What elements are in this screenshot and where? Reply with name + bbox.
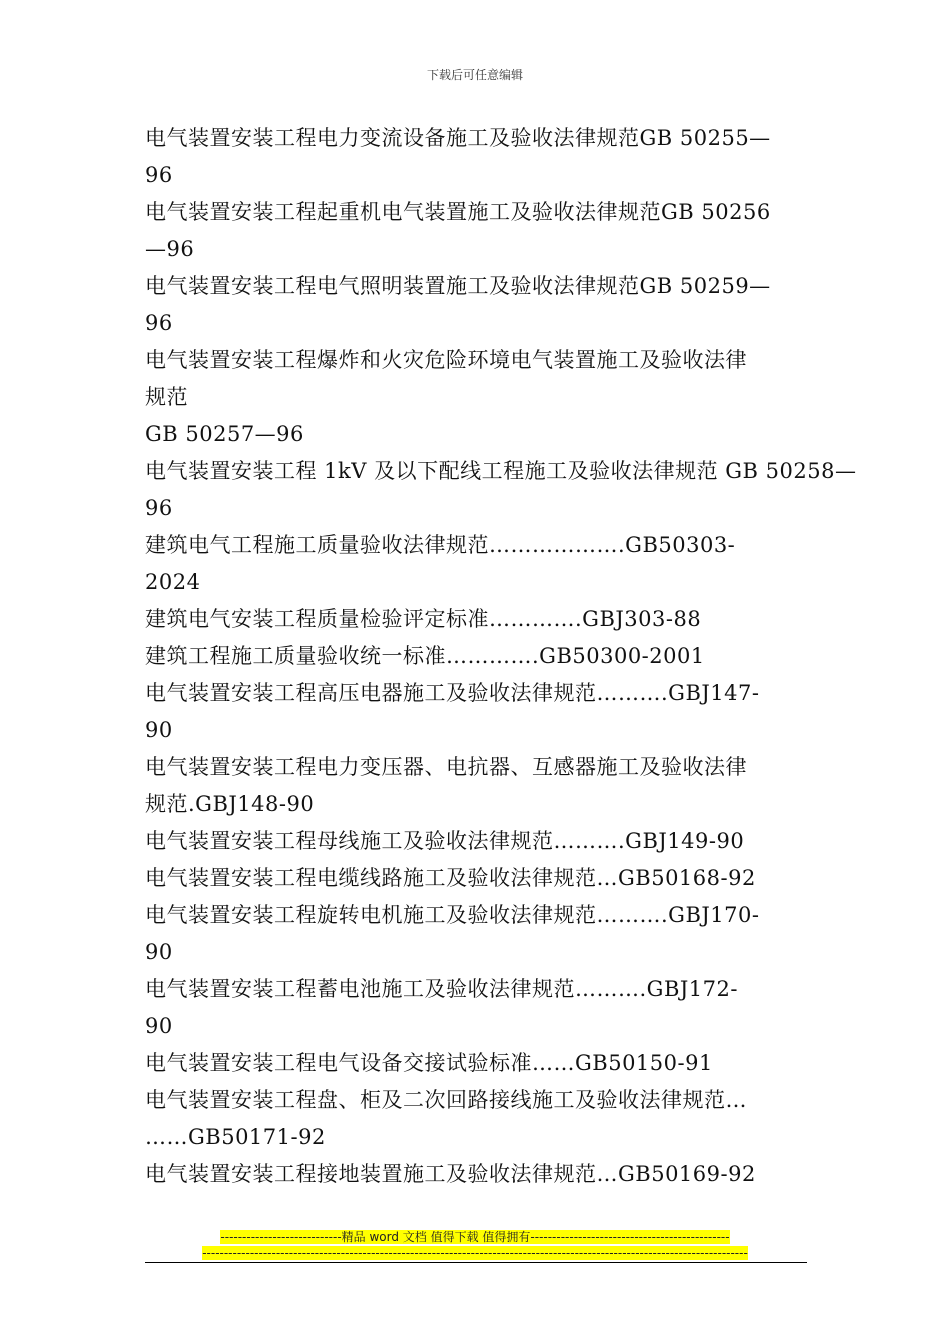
- document-line: 电气装置安装工程起重机电气装置施工及验收法律规范GB 50256: [145, 200, 771, 224]
- footer-banner-line-1: [0, 1229, 950, 1245]
- document-line: 电气装置安装工程爆炸和火灾危险环境电气装置施工及验收法律: [145, 348, 747, 372]
- document-line: 90: [145, 718, 173, 742]
- document-line: 电气装置安装工程 1kV 及以下配线工程施工及验收法律规范 GB 50258—: [145, 459, 857, 483]
- footer-rule: [145, 1262, 807, 1263]
- document-line: 电气装置安装工程盘、柜及二次回路接线施工及验收法律规范…: [145, 1088, 747, 1112]
- document-line: GB 50257—96: [145, 422, 304, 446]
- document-line: 建筑电气工程施工质量验收法律规范……………….GB50303-: [145, 533, 736, 557]
- document-line: 电气装置安装工程母线施工及验收法律规范……….GBJ149-90: [145, 829, 745, 853]
- document-line: 96: [145, 163, 173, 187]
- document-line: 建筑工程施工质量验收统一标准………….GB50300-2001: [145, 644, 705, 668]
- footer-banner-text: ------------------------------------------------------------------------------------------------------------------------------: [202, 1246, 748, 1260]
- footer-banner-line-2: [0, 1245, 950, 1261]
- footer-banner-text: ----------------------------精品 word 文档 值得下载 值得拥有----------------------------------------------: [220, 1230, 730, 1244]
- document-body: [145, 120, 857, 1193]
- document-line: —96: [145, 237, 195, 261]
- document-line: 规范: [145, 385, 188, 409]
- document-line: 电气装置安装工程电气照明装置施工及验收法律规范GB 50259—: [145, 274, 771, 298]
- document-line: 2024: [145, 570, 201, 594]
- document-line: 电气装置安装工程高压电器施工及验收法律规范……….GBJ147-: [145, 681, 760, 705]
- document-line: 电气装置安装工程蓄电池施工及验收法律规范……….GBJ172-: [145, 977, 738, 1001]
- document-line: ……GB50171-92: [145, 1125, 326, 1149]
- document-line: 建筑电气安装工程质量检验评定标准………….GBJ303-88: [145, 607, 702, 631]
- document-line: 规范.GBJ148-90: [145, 792, 315, 816]
- document-line: 电气装置安装工程电缆线路施工及验收法律规范…GB50168-92: [145, 866, 756, 890]
- document-line: 90: [145, 1014, 173, 1038]
- document-line: 96: [145, 311, 173, 335]
- document-line: 90: [145, 940, 173, 964]
- document-line: 96: [145, 496, 173, 520]
- document-line: 电气装置安装工程旋转电机施工及验收法律规范……….GBJ170-: [145, 903, 760, 927]
- page-header: 下载后可任意编辑: [426, 68, 523, 82]
- document-line: 电气装置安装工程电气设备交接试验标准……GB50150-91: [145, 1051, 713, 1075]
- document-line: 电气装置安装工程电力变压器、电抗器、互感器施工及验收法律: [145, 755, 747, 779]
- document-line: 电气装置安装工程接地装置施工及验收法律规范…GB50169-92: [145, 1162, 756, 1186]
- document-line: 电气装置安装工程电力变流设备施工及验收法律规范GB 50255—: [145, 126, 771, 150]
